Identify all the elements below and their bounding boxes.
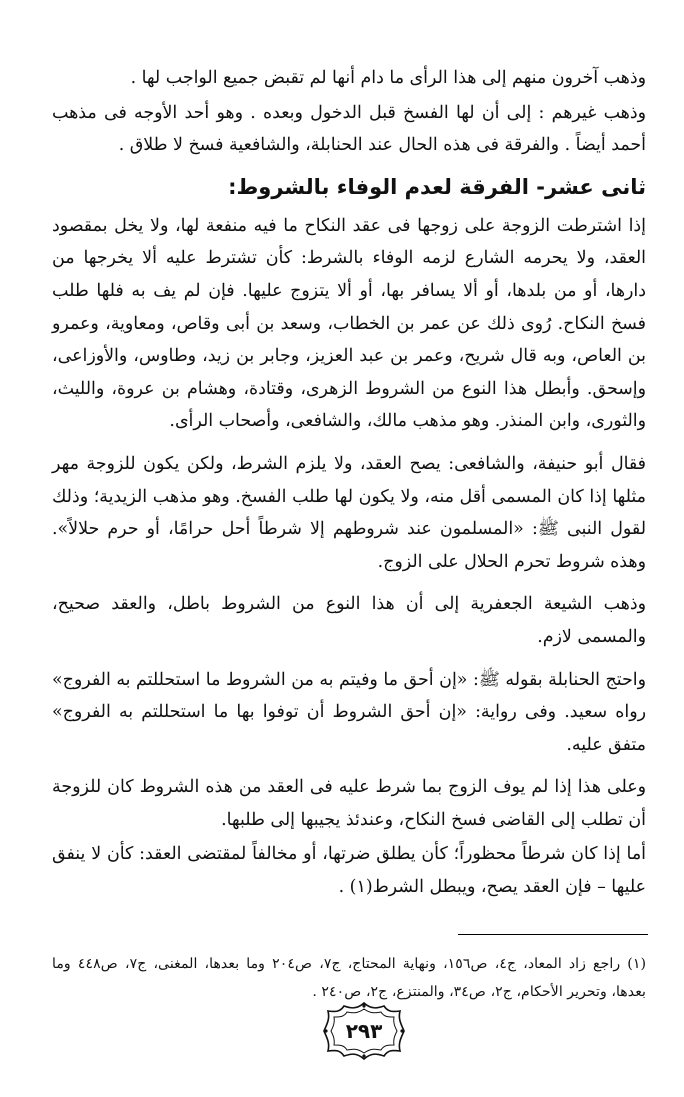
page-number: ٢٩٣ [345,1019,383,1043]
paragraph-2: وذهب غيرهم : إلى أن لها الفسخ قبل الدخول وبعده . وهو أحد الأوجه فى مذهب أحمد أيضاً . والفرقة فى هذه الحال عند الحنابلة، والشافعية فسخ لا طلاق . [52,102,646,156]
paragraph-8: أما إذا كان شرطاً محظوراً؛ كأن يطلق ضرتها، أو مخالفاً لمقتضى العقد: كأن لا ينفق عليها – فإن العقد يصح، ويبطل الشرط(١) . [52,844,646,898]
paragraph-5: وذهب الشيعة الجعفرية إلى أن هذا النوع من الشروط باطل، والعقد صحيح، والمسمى لازم. [52,594,646,647]
paragraph-1: وذهب آخرون منهم إلى هذا الرأى ما دام أنها لم تقبض جميع الواجب لها . [130,68,646,88]
paragraph-7: وعلى هذا إذا لم يوف الزوج بما شرط عليه فى العقد من هذه الشروط كان للزوجة أن تطلب إلى القاضى فسخ النكاح، وعندئذ يجيبها إلى طلبها. [52,777,646,830]
section-heading: ثانى عشر- الفرقة لعدم الوفاء بالشروط: [228,174,646,199]
paragraph-4: فقال أبو حنيفة، والشافعى: يصح العقد، ولا يلزم الشرط، ولكن يكون للزوجة مهر مثلها إذا كان المسمى أقل منه، ولا يكون لها طلب الفسخ. وهو مذهب الزيدية؛ وذلك لقول النبى ﷺ: «المسلمون عند شروطهم إلا شرطاً أحل حرامًا، أو حرم حلالاً». وهذه شروط تحرم الحلال على الزوج. [52,453,646,572]
page-body [52,62,646,904]
paragraph-6: واحتج الحنابلة بقوله ﷺ: «إن أحق ما وفيتم به من الشروط ما استحللتم به الفروج» رواه سعيد. وفى رواية: «إن أحق الشروط أن توفوا بها ما استحللتم به الفروج» متفق عليه. [52,669,646,755]
footnote-divider [458,934,648,935]
paragraph-3: إذا اشترطت الزوجة على زوجها فى عقد النكاح ما فيه منفعة لها، ولا يخل بمقصود العقد، ولا يحرمه الشارع لزمه الوفاء بالشرط: كأن تشترط عليه ألا يخرجها من دارها، أو من بلدها، أو ألا يسافر بها، أو ألا يتزوج عليها. فإن لم يف به فلها طلب فسخ النكاح. رُوى ذلك عن عمر بن الخطاب، وسعد بن أبى وقاص، ومعاوية، وعمرو بن العاص، وبه قال شريح، وعمر بن عبد العزيز، وجابر بن زيد، وطاوس، والأوزاعى، وإسحق. وأبطل هذا النوع من الشروط الزهرى، وقتادة، وهشام بن عروة، والليث، والثورى، وابن المنذر. وهو مذهب مالك، والشافعى، وأصحاب الرأى. [52,215,646,432]
footnote: (١) راجع زاد المعاد، ج٤، ص١٥٦، ونهاية المحتاج، ج٧، ص٢٠٤ وما بعدها، المغنى، ج٧، ص٤٤٨ وما بعدها، وتحرير الأحكام، ج٢، ص٣٤، والمنتزع، ج٢، ص٢٤٠ . [52,956,646,1001]
